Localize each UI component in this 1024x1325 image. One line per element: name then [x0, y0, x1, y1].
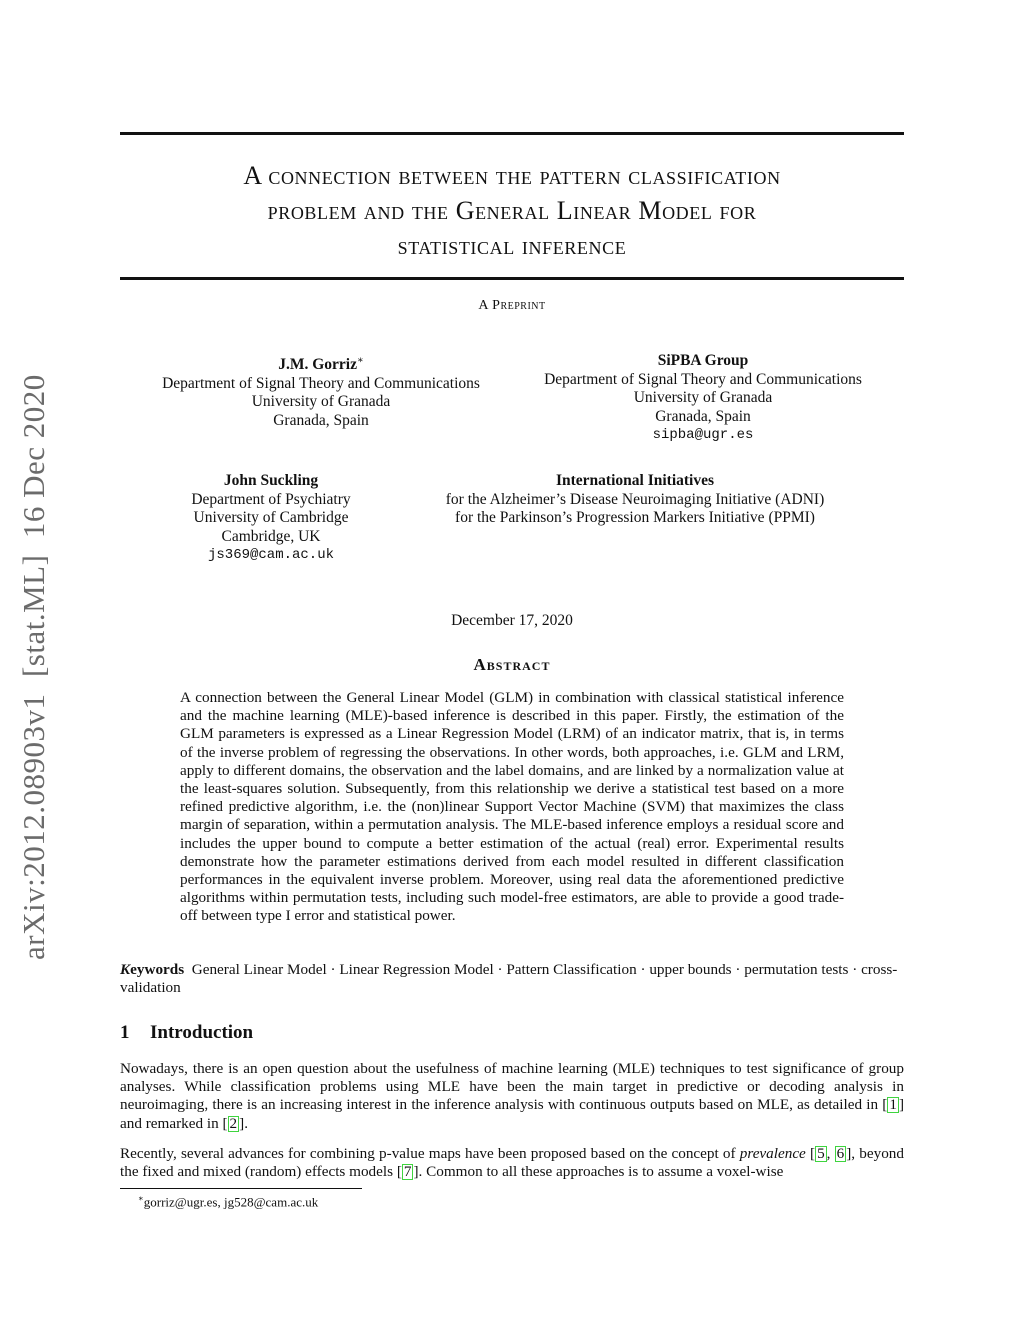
citation-link[interactable]: 5 — [817, 1145, 825, 1162]
section-number: 1 — [120, 1022, 130, 1043]
keywords — [120, 961, 904, 997]
title-top-rule — [120, 132, 904, 135]
author-name: J.M. Gorriz — [278, 356, 357, 374]
author-name: International Initiatives — [555, 472, 715, 489]
citation-link[interactable]: 7 — [403, 1163, 412, 1181]
author-affiliation: for the Alzheimer’s Disease Neuroimaging Initiative (ADNI) — [445, 490, 825, 508]
footnote-text: gorriz@ugr.es, jg528@cam.ac.uk — [143, 1194, 319, 1210]
section-heading — [120, 1022, 904, 1044]
paper-date: December 17, 2020 — [451, 612, 573, 629]
keywords-list: General Linear Model · Linear Regression Model · Pattern Classification · upper bounds · permutation tests · cross-validation — [120, 961, 898, 997]
author-name: John Suckling — [223, 472, 319, 489]
footnote-mark: ∗ — [138, 1193, 144, 1203]
author-affiliation: for the Parkinson’s Progression Markers Initiative (PPMI) — [455, 509, 815, 526]
author-affiliation: Department of Psychiatry — [191, 490, 351, 508]
citation-link[interactable]: 2 — [229, 1114, 238, 1132]
author-affiliation: Cambridge, UK — [221, 527, 321, 545]
citation-link[interactable]: 6 — [836, 1145, 845, 1162]
author-affiliation: University of Granada — [633, 389, 773, 406]
title-line-1: A connection between the pattern classification — [243, 161, 781, 190]
author-suckling — [180, 472, 362, 565]
author-affiliation: Department of Signal Theory and Communications — [544, 370, 862, 388]
author-affiliation: University of Granada — [251, 393, 391, 411]
abstract-heading: Abstract — [473, 655, 551, 674]
author-affiliation: University of Cambridge — [193, 509, 349, 526]
arxiv-date: 16 Dec 2020 — [16, 374, 51, 539]
italic-term: prevalence — [739, 1145, 806, 1162]
paper-title — [120, 158, 904, 263]
arxiv-id: arXiv:2012.08903v1 — [16, 693, 51, 960]
citation-link[interactable]: 1 — [889, 1096, 897, 1114]
footnote-rule — [120, 1188, 362, 1189]
title-line-2: problem and the General Linear Model for — [267, 196, 757, 225]
author-email[interactable]: sipba@ugr.es — [652, 427, 754, 443]
author-affiliation: Granada, Spain — [655, 407, 751, 425]
author-affiliation: Department of Signal Theory and Communications — [162, 374, 480, 392]
arxiv-category: [stat.ML] — [16, 554, 51, 678]
footnote — [138, 1193, 318, 1210]
abstract-text: A connection between the General Linear Model (GLM) in combination with classical statistical inference and the machine learning (MLE)-based inference is described in this paper. Firstly, the estimation of the GLM parameters is expressed as a Linear Regression Model (LRM) of an indicator matrix, that is, in terms of the inverse problem of regressing the observations. In other words, both approaches, i.e. GLM and LRM, apply to different domains, the observation and the label domains, and are linked by a normalization value at the least-squares solution. Subsequently, from this relationship we derive a statistical test based on a more refined predictive algorithm, i.e. the (non)linear Support Vector Machine (SVM) that maximizes the class margin of separation, within a permutation analysis. The MLE-based inference employs a residual score and includes the upper bound to compute a better estimation of the actual (real) error. Experimental results demonstrate how the parameter estimations derived from each model resulted in different classification performances in the equivalent inverse problem. Moreover, using real data the aforementioned predictive algorithms within permutation tests, including such model-free estimators, are able to provide a good trade-off between type I error and statistical power. — [180, 689, 844, 925]
author-footnote-mark: ∗ — [356, 355, 364, 366]
preprint-label: A Preprint — [478, 298, 546, 313]
title-line-3: statistical inference — [397, 231, 627, 260]
keywords-label: Keywords — [120, 961, 185, 978]
title-bottom-rule — [120, 277, 904, 280]
intro-paragraph-2: Recently, several advances for combining p-value maps have been proposed based on the concept of prevalence [ 5 , 6 ], beyond the fixed and mixed (random) effects models [ 7 ]. Common to all these approaches is to assume a voxel-wise — [120, 1145, 904, 1181]
intro-paragraph-1: Nowadays, there is an open question about the usefulness of machine learning (MLE) techniques to test significance of group analyses. While classification problems using MLE have been the main target in predictive or decoding analysis in neuroimaging, there is an increasing interest in the inference analysis with continuous outputs based on MLE, as detailed in [ 1 ] and remarked in [ 2 ]. — [120, 1060, 904, 1132]
author-affiliation: Granada, Spain — [273, 411, 369, 429]
author-initiatives — [420, 472, 850, 528]
arxiv-side-stamp — [16, 340, 52, 960]
author-gorriz — [150, 352, 492, 430]
author-sipba — [532, 352, 874, 445]
author-email[interactable]: js369@cam.ac.uk — [207, 547, 335, 563]
section-title: Introduction — [150, 1022, 254, 1043]
author-name: SiPBA Group — [657, 352, 749, 369]
